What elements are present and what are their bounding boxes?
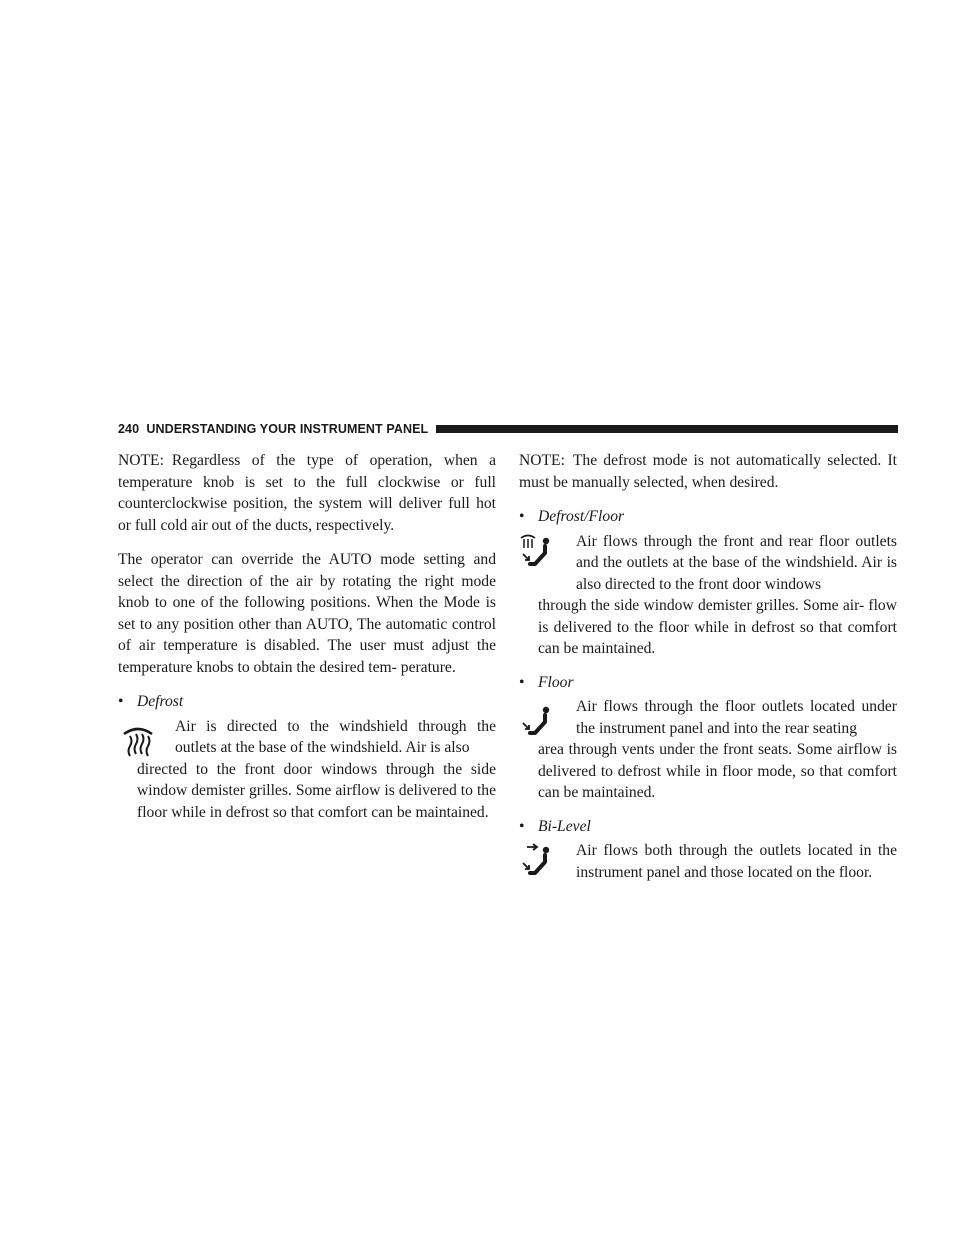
page-number: 240 xyxy=(118,422,140,436)
floor-text-indent: Air flows through the floor outlets located under the instrument panel and into the rear seating xyxy=(576,698,897,737)
defrost-floor-item xyxy=(519,506,897,660)
bi-level-text-indent: Air flows both through the outlets located in the instrument panel and those located on the floor. xyxy=(576,842,897,881)
defrost-heading: • Defrost xyxy=(118,693,184,710)
floor-title: Floor xyxy=(538,673,574,691)
section-title: UNDERSTANDING YOUR INSTRUMENT PANEL xyxy=(146,422,429,436)
bi-level-title: Bi-Level xyxy=(538,817,591,835)
floor-item xyxy=(519,672,897,804)
bi-level-item xyxy=(519,816,897,884)
override-paragraph: The operator can override the AUTO mode setting and select the direction of the air by rotating the right mode knob to one of the following positions. When the Mode is set to any position other than AUTO, The automatic control of air temperature is disabled. The user must adjust the temperature knobs to obtain the desired tem- perature. xyxy=(118,551,496,676)
floor-heading: • Floor xyxy=(519,673,574,691)
defrost-floor-title: Defrost/Floor xyxy=(538,508,625,525)
floor-text-rest: area through vents under the front seats. Some airflow is delivered to defrost while in floor mode, so that comfort can be maintained. xyxy=(538,741,897,801)
defrost-floor-text-rest: through the side window demister grilles. Some air- flow is delivered to the floor while in defrost so that comfort can be maintained. xyxy=(538,597,897,657)
header-rule xyxy=(436,425,898,433)
defrost-item xyxy=(118,691,496,823)
note-label: NOTE: xyxy=(118,452,164,469)
page-header xyxy=(118,421,898,437)
defrost-text-rest: directed to the front door windows through the side window demister grilles. Some airflow is delivered to the floor while in defrost so that comfort can be maintained. xyxy=(137,760,496,821)
defrost-floor-heading: • Defrost/Floor xyxy=(519,508,625,525)
defrost-floor-text-indent: Air flows through the front and rear floor outlets and the outlets at the base of the windshield. Air is also directed to the front door windows xyxy=(576,532,897,593)
note-label: NOTE: xyxy=(519,452,565,469)
note-text: The defrost mode is not automatically selected. It must be manually selected, when desired. xyxy=(519,452,897,491)
note-text: Regardless of the type of operation, when a temperature knob is set to the full clockwise or full counterclockwise position, the system will deliver full hot or full cold air out of the ducts, respectively. xyxy=(118,452,496,534)
right-column xyxy=(519,450,897,895)
note-paragraph-left xyxy=(118,450,496,536)
floor-icon xyxy=(519,704,559,744)
left-column xyxy=(118,450,496,835)
bi-level-icon xyxy=(519,842,559,882)
note-paragraph-right xyxy=(519,450,897,493)
defrost-text-indent: Air is directed to the windshield through the outlets at the base of the windshield. Air is also xyxy=(175,717,496,756)
bi-level-heading: • Bi-Level xyxy=(519,817,591,835)
header-text xyxy=(118,421,428,437)
defrost-icon xyxy=(118,720,158,760)
defrost-title: Defrost xyxy=(137,693,184,710)
defrost-floor-icon xyxy=(519,531,559,571)
